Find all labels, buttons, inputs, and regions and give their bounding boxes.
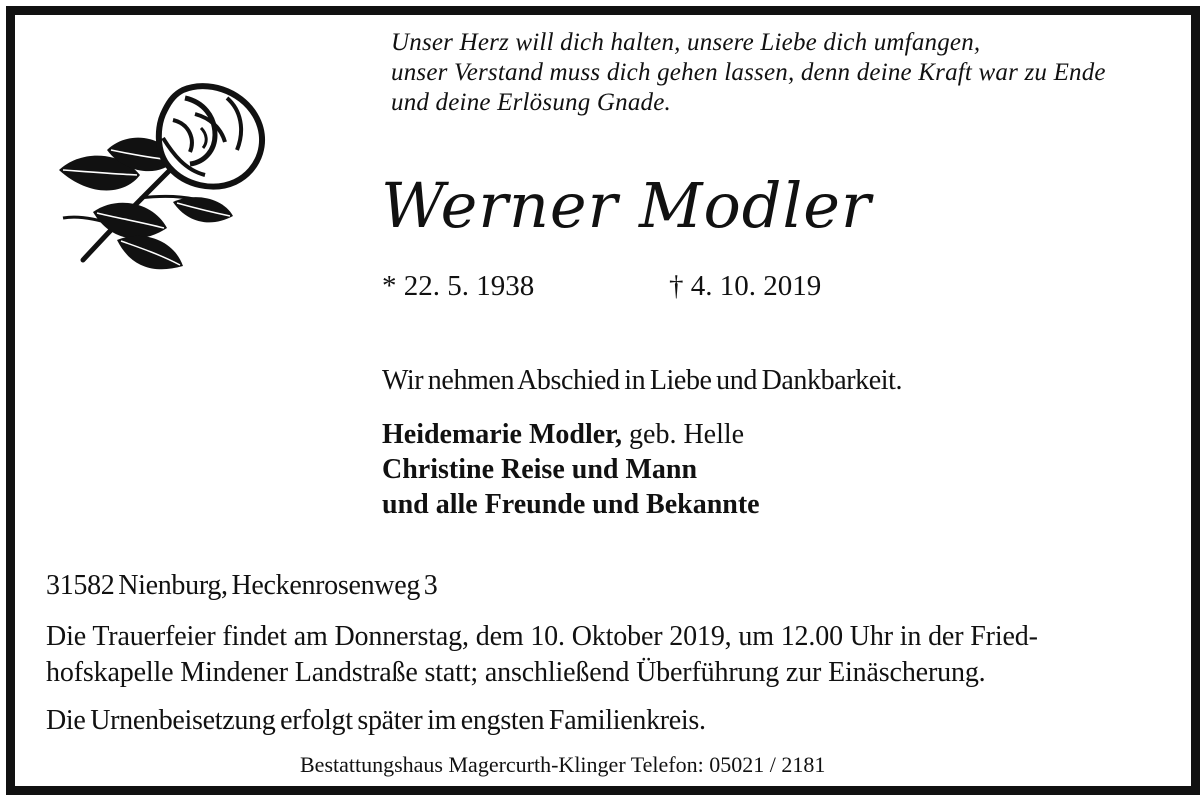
obituary-frame	[6, 6, 1200, 795]
address: 31582 Nienburg, Heckenrosenweg 3	[46, 570, 438, 601]
death-date: † 4. 10. 2019	[669, 270, 822, 302]
quote-line: unser Verstand muss dich gehen lassen, denn deine Kraft war zu Ende	[391, 59, 1106, 86]
mourner-line-3: und alle Freunde und Bekannte	[382, 489, 760, 520]
rose-icon	[45, 80, 275, 280]
ceremony-info	[46, 619, 1176, 691]
ceremony-line: hofskapelle Mindener Landstraße statt; anschließend Überführung zur Einäscherung.	[46, 657, 986, 688]
deceased-name: Werner Modler	[381, 169, 872, 242]
ceremony-line: Die Trauerfeier findet am Donnerstag, dem 10. Oktober 2019, um 12.00 Uhr in der Fried-	[46, 621, 1038, 652]
urn-info: Die Urnenbeisetzung erfolgt später im engsten Familienkreis.	[46, 705, 706, 736]
farewell-text: Wir nehmen Abschied in Liebe und Dankbarkeit.	[382, 365, 903, 396]
funeral-home-contact: Bestattungshaus Magercurth-Klinger Telefon: 05021 / 2181	[300, 752, 826, 777]
quote	[391, 28, 1181, 118]
mourner-maiden-name: geb. Helle	[622, 419, 745, 450]
mourner-line-2: Christine Reise und Mann	[382, 454, 698, 485]
mourner-line-1	[382, 417, 760, 452]
mourners-list	[382, 417, 760, 522]
quote-line: und deine Erlösung Gnade.	[391, 89, 671, 116]
quote-line: Unser Herz will dich halten, unsere Liebe dich umfangen,	[391, 29, 981, 56]
mourner-spouse: Heidemarie Modler,	[382, 419, 623, 450]
birth-date: * 22. 5. 1938	[382, 270, 535, 302]
obituary-content	[15, 15, 1191, 786]
